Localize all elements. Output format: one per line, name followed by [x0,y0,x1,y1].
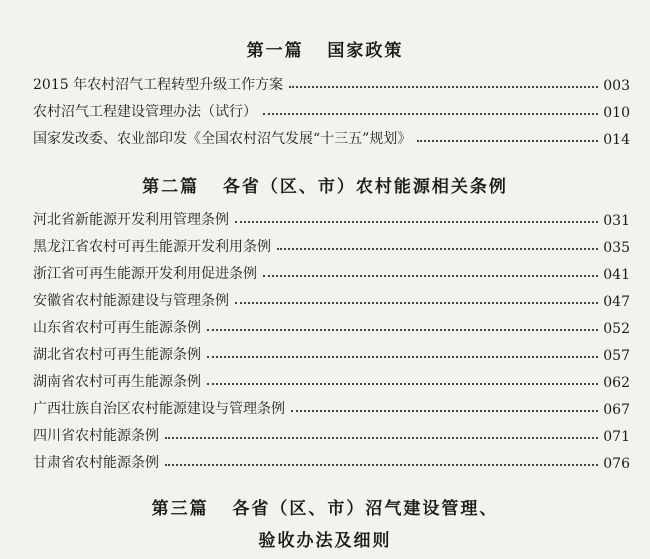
toc-entry-page: 010 [603,105,630,121]
toc-entry[interactable] [33,396,630,418]
toc-entry-title: 山东省农村可再生能源条例 [33,320,201,336]
toc-entry-title: 河北省新能源开发利用管理条例 [33,212,229,228]
dot-leader [263,113,598,115]
toc-entry-page: 031 [603,213,630,229]
toc-entry[interactable] [33,315,630,337]
toc-entry-title: 安徽省农村能源建设与管理条例 [33,293,229,309]
toc-entry[interactable] [33,369,630,391]
part-3-title: 第三篇 各省（区、市）沼气建设管理、 [151,499,499,519]
toc-entry[interactable] [33,450,630,472]
toc-entry[interactable] [33,234,630,256]
toc-entry-title: 农村沼气工程建设管理办法（试行） [33,104,257,120]
toc-entry-title: 湖北省农村可再生能源条例 [33,347,201,363]
toc-entry-title: 四川省农村能源条例 [33,428,159,444]
toc-entry-title: 湖南省农村可再生能源条例 [33,374,201,390]
toc-entry-page: 003 [603,78,630,94]
dot-leader [417,140,598,142]
toc-entry-page: 041 [603,267,630,283]
dot-leader [235,221,598,223]
part-1-title: 第一篇 国家政策 [246,41,404,61]
toc-entry-page: 035 [603,240,630,256]
dot-leader [291,410,598,412]
dot-leader [207,356,598,358]
toc-entry[interactable] [33,207,630,229]
toc-entry-page: 071 [603,429,630,445]
toc-entry-title: 广西壮族自治区农村能源建设与管理条例 [33,401,285,417]
toc-entry-title: 国家发改委、农业部印发《全国农村沼气发展“十三五”规划》 [33,131,412,147]
toc-entry-page: 067 [603,402,630,418]
dot-leader [207,383,598,385]
toc-entry-page: 076 [603,456,630,472]
toc-entry-page: 014 [603,132,630,148]
dot-leader [165,437,598,439]
toc-entry-title: 甘肃省农村能源条例 [33,455,159,471]
dot-leader [235,302,598,304]
toc-entry[interactable] [33,288,630,310]
toc-entry[interactable] [33,126,630,148]
toc-entry-page: 052 [603,321,630,337]
toc-entry-title: 2015 年农村沼气工程转型升级工作方案 [33,77,284,93]
toc-entry[interactable] [33,423,630,445]
dot-leader [165,464,598,466]
dot-leader [289,86,598,88]
dot-leader [263,275,598,277]
toc-entry-page: 047 [603,294,630,310]
toc-entry[interactable] [33,261,630,283]
dot-leader [207,329,598,331]
toc-entry-title: 浙江省可再生能源开发利用促进条例 [33,266,257,282]
toc-entry-page: 057 [603,348,630,364]
toc-entry[interactable] [33,342,630,364]
toc-entry[interactable] [33,72,630,94]
part-2-title: 第二篇 各省（区、市）农村能源相关条例 [142,177,508,197]
dot-leader [277,248,598,250]
toc-entry-title: 黑龙江省农村可再生能源开发利用条例 [33,239,271,255]
toc-entry-page: 062 [603,375,630,391]
toc-entry[interactable] [33,99,630,121]
part-3-title-line2: 验收办法及细则 [258,531,392,551]
